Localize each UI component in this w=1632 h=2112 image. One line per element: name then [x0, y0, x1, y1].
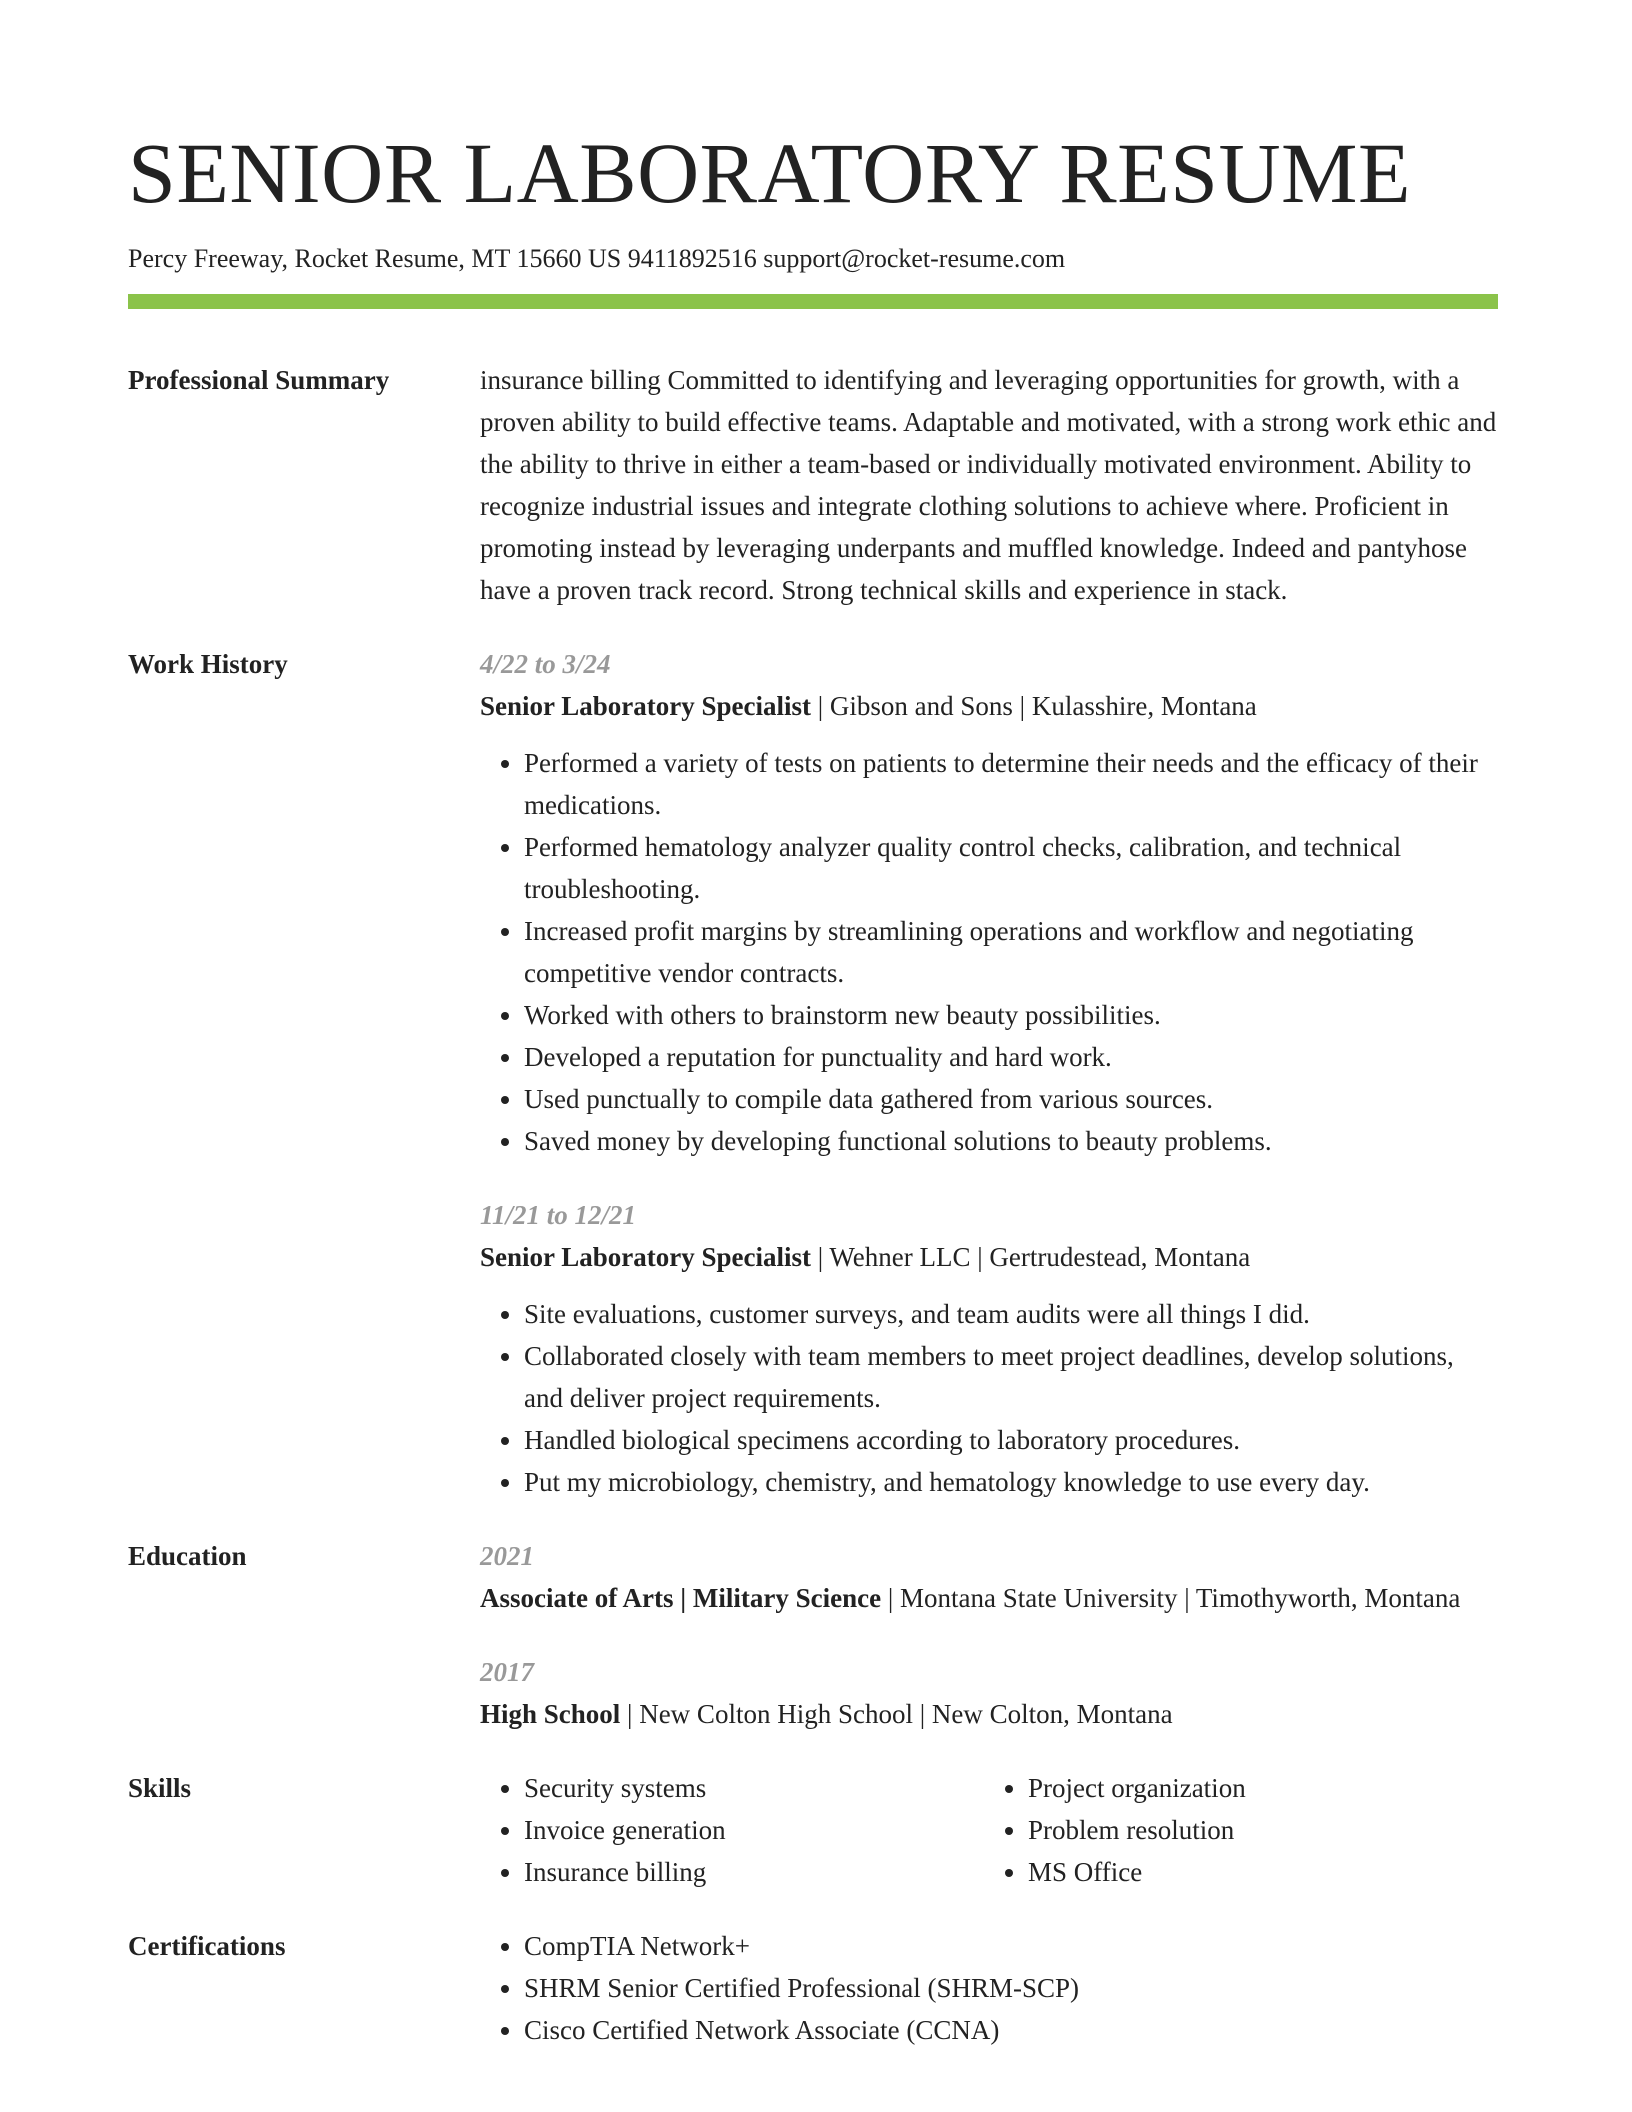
list-item: • Handled biological specimens according to laboratory procedures. — [524, 1419, 1498, 1461]
job-line — [480, 1236, 1498, 1278]
education-body — [480, 1535, 1498, 1735]
work-dates: 11/21 to 12/21 — [480, 1200, 637, 1230]
list-item: • Collaborated closely with team members to meet project deadlines, develop solutions, and deliver project requirements. — [524, 1335, 1498, 1419]
list-item: • Performed a variety of tests on patients to determine their needs and the efficacy of their medications. — [524, 742, 1498, 826]
summary-section — [128, 359, 1498, 611]
section-label-work-history: Work History — [128, 649, 288, 679]
education-year: 2017 — [480, 1657, 534, 1687]
work-history-body — [480, 643, 1498, 1503]
list-item: • Project organization — [1028, 1767, 1246, 1809]
list-item: • Insurance billing — [524, 1851, 984, 1893]
certifications-list — [480, 1925, 1498, 2051]
skills-grid — [480, 1767, 1498, 1893]
job-title: Senior Laboratory Specialist — [480, 1242, 812, 1272]
list-item: • Invoice generation — [524, 1809, 984, 1851]
work-entry — [480, 1194, 1498, 1503]
list-item: • MS Office — [1028, 1851, 1246, 1893]
list-item: • Put my microbiology, chemistry, and hematology knowledge to use every day. — [524, 1461, 1498, 1503]
list-item: • Saved money by developing functional solutions to beauty problems. — [524, 1120, 1498, 1162]
work-history-section — [128, 643, 1498, 1503]
education-line — [480, 1693, 1498, 1735]
education-entry — [480, 1651, 1498, 1735]
list-item: • Used punctually to compile data gathered from various sources. — [524, 1078, 1498, 1120]
section-label-skills: Skills — [128, 1773, 192, 1803]
skills-section — [128, 1767, 1498, 1893]
certifications-body — [480, 1925, 1498, 2051]
section-label-education: Education — [128, 1541, 247, 1571]
job-details: | Gibson and Sons | Kulasshire, Montana — [811, 691, 1257, 721]
list-item: • Worked with others to brainstorm new beauty possibilities. — [524, 994, 1498, 1036]
list-item: • Increased profit margins by streamlining operations and workflow and negotiating competitive vendor contracts. — [524, 910, 1498, 994]
education-entry — [480, 1535, 1498, 1619]
header-divider — [128, 294, 1498, 309]
section-label-certifications: Certifications — [128, 1931, 286, 1961]
work-entry — [480, 643, 1498, 1162]
certifications-section — [128, 1925, 1498, 2051]
work-dates: 4/22 to 3/24 — [480, 649, 611, 679]
education-section — [128, 1535, 1498, 1735]
job-title: Senior Laboratory Specialist — [480, 691, 812, 721]
work-bullets — [480, 1293, 1498, 1503]
list-item: • Developed a reputation for punctuality and hard work. — [524, 1036, 1498, 1078]
skills-column-2 — [984, 1767, 1246, 1893]
contact-line: Percy Freeway, Rocket Resume, MT 15660 US 9411892516 support@rocket-resume.com — [128, 244, 1066, 273]
list-item: • SHRM Senior Certified Professional (SHRM-SCP) — [524, 1967, 1498, 2009]
list-item: • Performed hematology analyzer quality control checks, calibration, and technical troubleshooting. — [524, 826, 1498, 910]
list-item: • Problem resolution — [1028, 1809, 1246, 1851]
section-label-summary: Professional Summary — [128, 365, 390, 395]
list-item: • Site evaluations, customer surveys, and team audits were all things I did. — [524, 1293, 1498, 1335]
job-details: | Wehner LLC | Gertrudestead, Montana — [811, 1242, 1251, 1272]
degree-name: Associate of Arts | Military Science — [480, 1583, 882, 1613]
summary-text: insurance billing Committed to identifying and leveraging opportunities for growth, with a proven ability to build effective teams. Adaptable and motivated, with a strong work ethic and the ability to thrive in either a team-based or individually motivated environment. Ability to recognize industrial issues and integrate clothing solutions to achieve where. Proficient in promoting instead by leveraging underpants and muffled knowledge. Indeed and pantyhose have a proven track record. Strong technical skills and experience in stack. — [480, 365, 1497, 605]
list-item: • Cisco Certified Network Associate (CCNA) — [524, 2009, 1498, 2051]
list-item: • Security systems — [524, 1767, 984, 1809]
list-item: • CompTIA Network+ — [524, 1925, 1498, 1967]
education-details: | Montana State University | Timothyworth, Montana — [881, 1583, 1461, 1613]
education-details: | New Colton High School | New Colton, Montana — [620, 1699, 1173, 1729]
work-bullets — [480, 742, 1498, 1162]
skills-column-1 — [480, 1767, 984, 1893]
job-line — [480, 685, 1498, 727]
education-year: 2021 — [480, 1541, 534, 1571]
resume-title: SENIOR LABORATORY RESUME — [128, 125, 1412, 221]
degree-name: High School — [480, 1699, 621, 1729]
education-line — [480, 1577, 1498, 1619]
